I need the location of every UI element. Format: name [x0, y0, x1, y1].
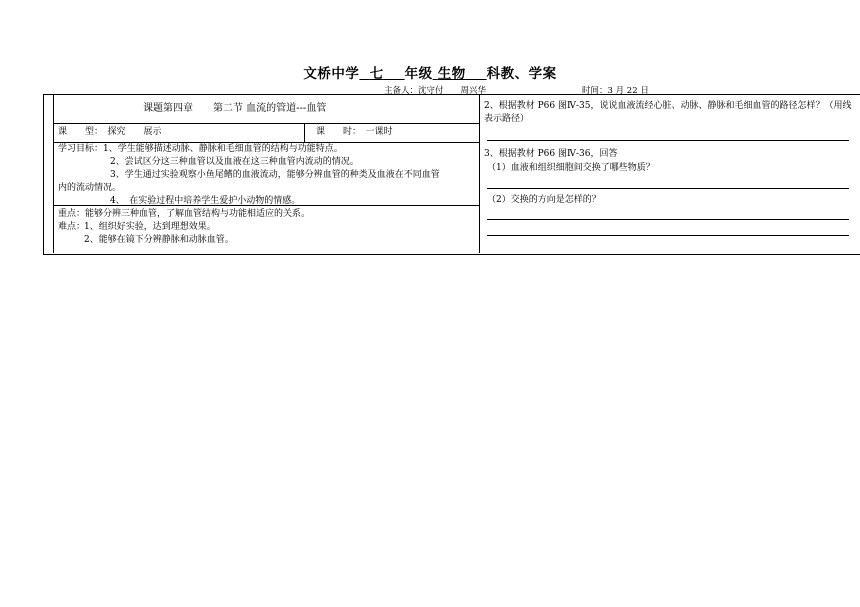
- objective-item: 1、学生能够描述动脉、静脉和毛细血管的结构与功能特点。: [103, 144, 343, 154]
- lesson-hours: 课 时： 一课时: [316, 127, 393, 137]
- grade-suffix: 年级: [404, 66, 433, 82]
- center-divider: [479, 94, 480, 253]
- difficulty-item: 2、能够在镜下分辨静脉和动脉血管。: [84, 235, 234, 245]
- preparer: 主备人：沈守付 周兴华: [384, 86, 487, 96]
- answer-line: [487, 219, 849, 220]
- answer-line: [487, 235, 849, 236]
- question-3: 3、根据教材 P66 图Ⅳ-36，回答: [484, 149, 618, 159]
- objective-item: 2、尝试区分这三种血管以及血液在这三种血管内流动的情况。: [110, 157, 359, 167]
- subject-value: 生物: [437, 66, 466, 82]
- doc-type: 科教、学案: [486, 66, 557, 82]
- lesson-topic: 课题第四章 第二节 血流的管道---血管: [143, 103, 327, 114]
- key-point: 重点：能够分辨三种血管，了解血管结构与功能相适应的关系。: [58, 209, 311, 219]
- question-3-part-1: （1）血液和组织细胞间交换了哪些物质？: [487, 163, 655, 173]
- answer-line: [487, 140, 849, 141]
- difficulty-title: 难点：: [58, 222, 86, 232]
- row-divider-topic: [53, 123, 479, 124]
- question-3-part-2: （2）交换的方向是怎样的？: [487, 195, 601, 205]
- objective-item: 3、学生通过实验观察小鱼尾鳍的血液流动，能够分辨血管的种类及血液在不同血管: [110, 170, 440, 180]
- objective-item: 4、 在实验过程中培养学生爱护小动物的情感。: [110, 196, 301, 206]
- question-2: 2、根据教材 P66 图Ⅳ-35，说说血液流经心脏、动脉、静脉和毛细血管的路径怎样？（用线表示路径）: [484, 101, 852, 124]
- objectives-title: 学习目标：: [58, 144, 104, 154]
- margin-column-divider: [53, 94, 54, 253]
- grade-value: 七: [369, 66, 384, 82]
- school-name: 文桥中学: [303, 66, 360, 82]
- document-title: [0, 62, 860, 82]
- difficulty-item: 1、组织好实验，达到理想效果。: [84, 222, 216, 232]
- type-hours-divider: [304, 123, 305, 142]
- lesson-type: 课 型： 探究 展示: [58, 127, 162, 137]
- date: 时间：3 月 22 日: [582, 86, 649, 96]
- answer-line: [487, 188, 849, 189]
- objective-item: 内的流动情况。: [58, 183, 122, 193]
